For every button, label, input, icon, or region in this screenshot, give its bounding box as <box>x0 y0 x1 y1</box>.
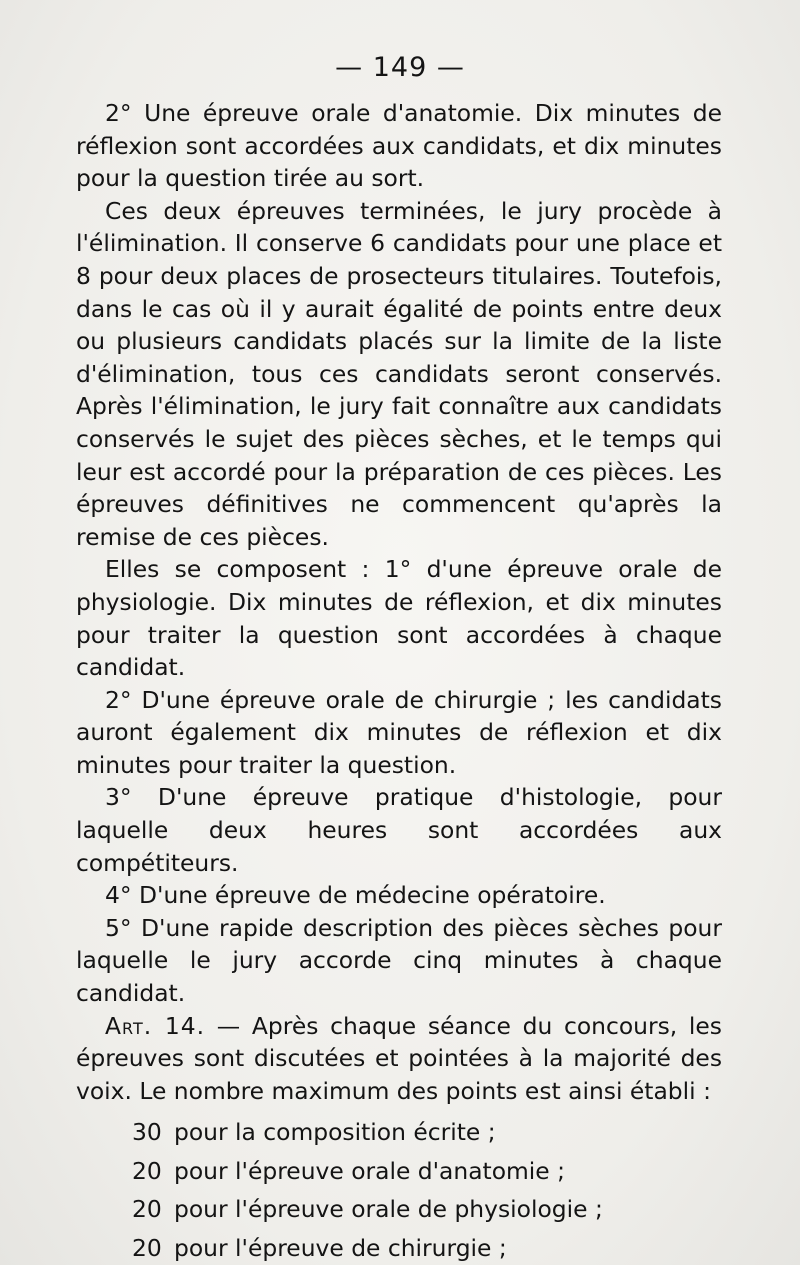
paragraph-physiology: Elles se composent : 1° d'une épreuve orale de physiologie. Dix minutes de réflexion, et dix minutes pour traiter la question sont accordées à chaque candidat. <box>76 555 722 682</box>
paragraph-operative-medicine: 4° D'une épreuve de médecine opératoire. <box>105 881 606 910</box>
body-text <box>76 97 722 1265</box>
score-label: pour la composition écrite ; <box>174 1118 496 1147</box>
score-points: 20 <box>132 1233 162 1262</box>
score-points: 30 <box>132 1118 162 1147</box>
article-label: Art. 14. <box>105 1011 206 1040</box>
paragraph-surgery: 2° D'une épreuve orale de chirurgie ; les candidats auront également dix minutes de réflexion et dix minutes pour traiter la question. <box>76 685 722 779</box>
score-item <box>132 1152 722 1191</box>
article-14 <box>76 1010 722 1108</box>
score-item <box>132 1113 722 1152</box>
article-text: — Après chaque séance du concours, les épreuves sont discutées et pointées à la majorité des voix. Le nombre maximum des points est ainsi établi : <box>76 1011 722 1105</box>
score-list <box>76 1113 722 1265</box>
score-item <box>132 1190 722 1229</box>
paragraph-elimination: Ces deux épreuves terminées, le jury procède à l'élimination. Il conserve 6 candidats pour une place et 8 pour deux places de prosecteurs titulaires. Toutefois, dans le cas où il y aurait égalité de points entre deux ou plusieurs candidats placés sur la limite de la liste d'élimination, tous ces candidats seront conservés. Après l'élimination, le jury fait connaître aux candidats conservés le sujet des pièces sèches, et le temps qui leur est accordé pour la préparation de ces pièces. Les épreuves définitives ne commencent qu'après la remise de ces pièces. <box>76 196 722 551</box>
score-item <box>132 1229 722 1265</box>
score-points: 20 <box>132 1195 162 1224</box>
paragraph-dry-pieces: 5° D'une rapide description des pièces sèches pour laquelle le jury accorde cinq minutes à chaque candidat. <box>76 913 722 1008</box>
page-number: — 149 — <box>335 52 465 83</box>
score-label: pour l'épreuve orale d'anatomie ; <box>174 1156 566 1185</box>
paragraph-oral-anatomy: 2° Une épreuve orale d'anatomie. Dix minutes de réflexion sont accordées aux candidats, et dix minutes pour la question tirée au sort. <box>76 99 722 193</box>
score-label: pour l'épreuve de chirurgie ; <box>174 1233 507 1262</box>
paragraph-histology: 3° D'une épreuve pratique d'histologie, pour laquelle deux heures sont accordées aux compétiteurs. <box>76 783 722 877</box>
score-points: 20 <box>132 1156 162 1185</box>
score-label: pour l'épreuve orale de physiologie ; <box>174 1195 603 1224</box>
